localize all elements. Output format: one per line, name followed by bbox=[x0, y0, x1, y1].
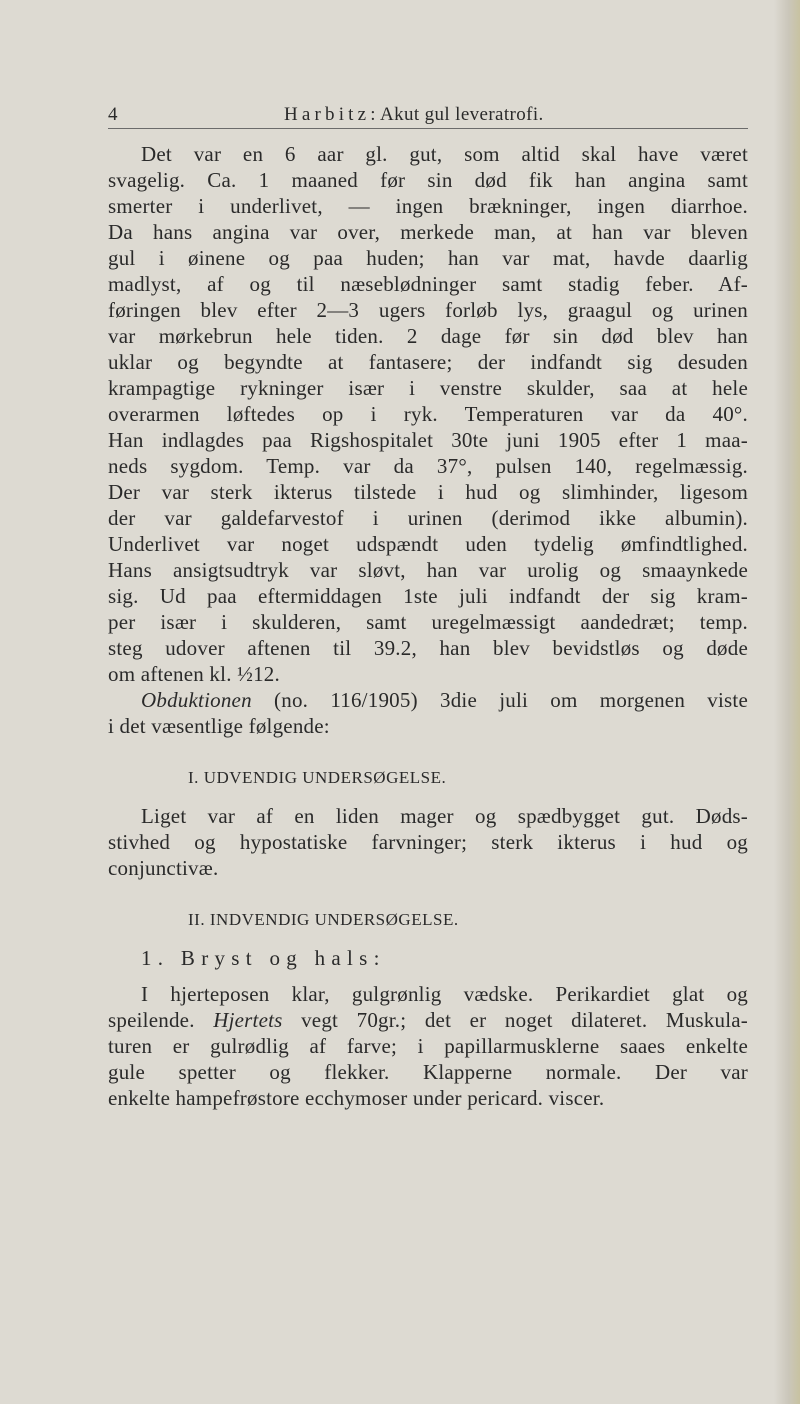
obduction-line-rest: (no. 116/1905) 3die juli om morgenen viste bbox=[251, 688, 748, 712]
heart-line-end: vegt 70gr.; det er noget dilateret. Muskula- bbox=[282, 1008, 748, 1032]
text-line: neds sygdom. Temp. var da 37°, pulsen 140, regelmæssig. bbox=[108, 454, 748, 478]
text-line: smerter i underlivet, — ingen brækninger, ingen diarrhoe. bbox=[108, 194, 748, 218]
text-line: I hjerteposen klar, gulgrønlig vædske. Perikardiet glat og bbox=[141, 982, 748, 1006]
text-line: madlyst, af og til næseblødninger samt stadig feber. Af- bbox=[108, 272, 748, 296]
text-line bbox=[108, 687, 748, 713]
text-line: om aftenen kl. ½12. bbox=[108, 662, 280, 686]
text-line: Da hans angina var over, merkede man, at han var bleven bbox=[108, 220, 748, 244]
text-line: enkelte hampefrøstore ecchymoser under pericard. viscer. bbox=[108, 1086, 605, 1110]
text-line: Liget var af en liden mager og spædbygget gut. Døds- bbox=[141, 804, 748, 828]
obduction-label: Obduktionen bbox=[141, 688, 252, 712]
text-line: gul i øinene og paa huden; han var mat, havde daarlig bbox=[108, 246, 748, 270]
running-title bbox=[284, 104, 544, 126]
running-author: Harbitz bbox=[284, 104, 371, 125]
paragraph-obduction bbox=[108, 687, 748, 739]
text-line: Det var en 6 aar gl. gut, som altid skal have været bbox=[141, 142, 748, 166]
page-edge-shadow bbox=[774, 0, 800, 1404]
running-header bbox=[108, 104, 748, 134]
subheading-chest-neck: 1. Bryst og hals: bbox=[141, 946, 386, 970]
paragraph-heart bbox=[108, 981, 748, 1111]
text-line: Hans ansigtsudtryk var sløvt, han var urolig og smaaynkede bbox=[108, 558, 748, 582]
text-line: krampagtige rykninger især i venstre skulder, saa at hele bbox=[108, 376, 748, 400]
heart-term: Hjertets bbox=[213, 1008, 283, 1032]
text-line: sig. Ud paa eftermiddagen 1ste juli indfandt der sig kram- bbox=[108, 584, 748, 608]
paragraph-case-history bbox=[108, 141, 748, 687]
text-line: stivhed og hypostatiske farvninger; sterk ikterus i hud og bbox=[108, 830, 748, 854]
text-line: i det væsentlige følgende: bbox=[108, 714, 330, 738]
text-line: turen er gulrødlig af farve; i papillarmusklerne saaes enkelte bbox=[108, 1034, 748, 1058]
running-separator: : bbox=[370, 104, 380, 125]
running-article-title: Akut gul leveratrofi. bbox=[379, 104, 544, 125]
body-text bbox=[108, 141, 748, 1111]
text-line: Underlivet var noget udspændt uden tydelig ømfindtlighed. bbox=[108, 532, 748, 556]
section-heading-internal: II. INDVENDIG UNDERSØGELSE. bbox=[188, 910, 459, 929]
text-line: overarmen løftedes op i ryk. Temperaturen var da 40°. bbox=[108, 402, 748, 426]
text-line: var mørkebrun hele tiden. 2 dage før sin død blev han bbox=[108, 324, 748, 348]
heart-line-start: speilende. bbox=[108, 1008, 214, 1032]
text-line: svagelig. Ca. 1 maaned før sin død fik han angina samt bbox=[108, 168, 748, 192]
paragraph-external-exam bbox=[108, 803, 748, 881]
text-line: Der var sterk ikterus tilstede i hud og slimhinder, ligesom bbox=[108, 480, 748, 504]
text-line: uklar og begyndte at fantasere; der indfandt sig desuden bbox=[108, 350, 748, 374]
text-line: Han indlagdes paa Rigshospitalet 30te juni 1905 efter 1 maa- bbox=[108, 428, 748, 452]
text-line: conjunctivæ. bbox=[108, 856, 219, 880]
text-line: føringen blev efter 2—3 ugers forløb lys, graagul og urinen bbox=[108, 298, 748, 322]
text-line: steg udover aftenen til 39.2, han blev bevidstløs og døde bbox=[108, 636, 748, 660]
text-line bbox=[108, 1007, 748, 1033]
section-heading-external: I. UDVENDIG UNDERSØGELSE. bbox=[188, 768, 447, 787]
header-rule bbox=[108, 128, 748, 129]
text-line: der var galdefarvestof i urinen (derimod ikke albumin). bbox=[108, 506, 748, 530]
text-line: per især i skulderen, samt uregelmæssigt aandedræt; temp. bbox=[108, 610, 748, 634]
page-number: 4 bbox=[108, 104, 118, 125]
text-line: gule spetter og flekker. Klapperne normale. Der var bbox=[108, 1060, 748, 1084]
